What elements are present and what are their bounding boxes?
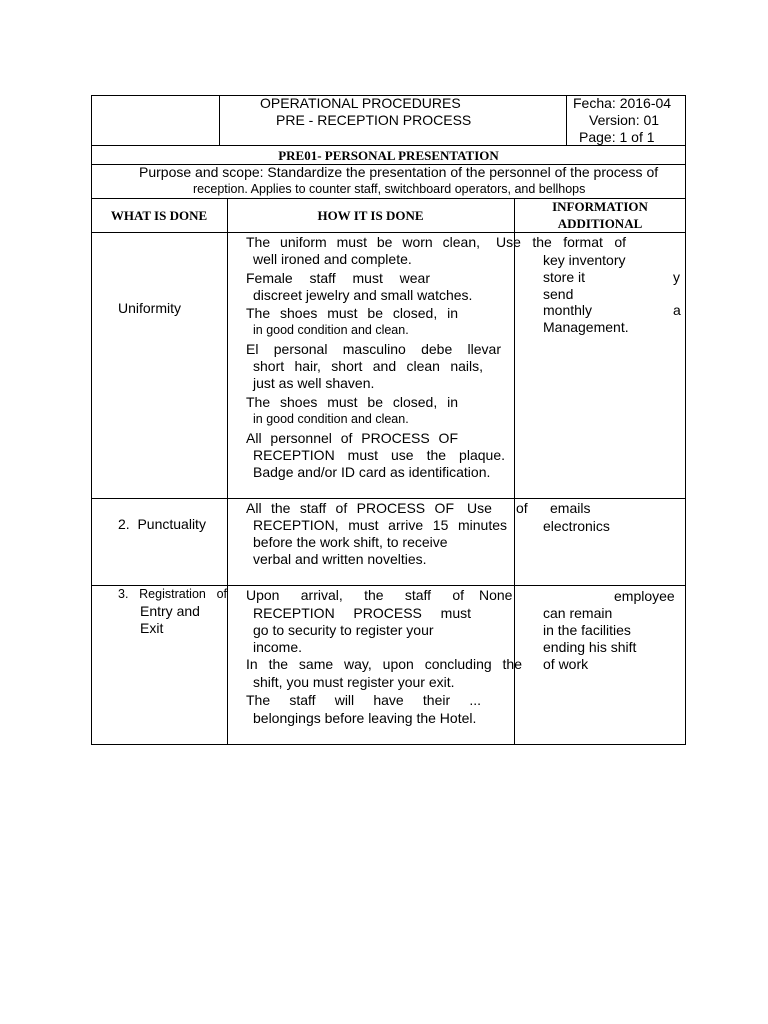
punctuality-info-line-2: electronics	[543, 518, 610, 534]
process-name: PRE - RECEPTION PROCESS	[276, 112, 472, 128]
uniformity-item-6-line-1: All personnel of PROCESS OF	[246, 430, 458, 446]
page-number: Page: 1 of 1	[579, 129, 655, 145]
registration-info-line-4: ending his shift	[543, 639, 637, 655]
uniformity-item-2-line-1: Female staff must wear	[246, 270, 430, 286]
uniformity-info-line-5-end: a	[673, 302, 681, 318]
registration-info-line-5: of work	[543, 656, 589, 672]
punctuality-item-1-line-4: verbal and written novelties.	[253, 551, 427, 567]
uniformity-item-4-line-3: just as well shaven.	[253, 375, 375, 391]
row-rule-1	[91, 498, 686, 499]
uniformity-item-1-line-1: The uniform must be worn clean,	[246, 234, 480, 250]
punctuality-item-1-line-3: before the work shift, to receive	[253, 534, 448, 550]
row-label-uniformity: Uniformity	[118, 300, 182, 316]
uniformity-item-3-line-2: in good condition and clean.	[253, 323, 409, 337]
uniformity-info-line-1: Use the format of	[496, 234, 626, 250]
registration-item-1-line-1: Upon arrival, the staff of	[246, 587, 464, 603]
header-divider-right	[566, 95, 567, 146]
registration-item-2-line-2: shift, you must register your exit.	[253, 674, 455, 690]
uniformity-item-4-line-2: short hair, short and clean nails,	[253, 358, 483, 374]
column-divider-1	[227, 198, 228, 745]
registration-item-3-line-1: The staff will have their ...	[246, 692, 481, 708]
uniformity-info-line-3: store it	[543, 269, 586, 285]
column-header-rule	[91, 232, 686, 233]
registration-info-line-2: can remain	[543, 605, 613, 621]
registration-item-1-line-2: RECEPTION PROCESS must	[253, 605, 471, 621]
punctuality-item-1-line-1: All the staff of PROCESS OF	[246, 500, 454, 516]
document-title: OPERATIONAL PROCEDURES	[260, 95, 461, 111]
uniformity-info-line-3-end: y	[673, 269, 680, 285]
row-label-registration-line-1: 3. Registration of	[118, 587, 227, 601]
punctuality-item-1-line-2: RECEPTION, must arrive 15 minutes	[253, 517, 507, 533]
column-header-info-2: ADDITIONAL	[557, 216, 643, 231]
registration-info-line-1-end: employee	[614, 588, 675, 604]
document-version: Version: 01	[589, 112, 660, 128]
punctuality-info-word-1: Use	[467, 500, 492, 516]
row-label-punctuality: 2. Punctuality	[118, 516, 206, 532]
column-header-info: INFORMATION	[552, 199, 648, 214]
column-header-what: WHAT IS DONE	[110, 208, 208, 223]
uniformity-item-3-line-1: The shoes must be closed, in	[246, 305, 458, 321]
punctuality-info-word-2: of	[516, 500, 528, 516]
registration-item-1-line-4: income.	[253, 639, 303, 655]
row-label-registration-line-3: Exit	[140, 620, 164, 636]
registration-item-3-line-2: belongings before leaving the Hotel.	[253, 710, 477, 726]
punctuality-info-word-3: emails	[550, 500, 591, 516]
column-header-how: HOW IT IS DONE	[317, 208, 424, 223]
registration-info-line-1: None	[479, 587, 513, 603]
uniformity-item-5-line-1: The shoes must be closed, in	[246, 394, 458, 410]
uniformity-info-line-6: Management.	[543, 319, 629, 335]
uniformity-info-line-5: monthly	[543, 302, 593, 318]
registration-item-1-line-3: go to security to register your	[253, 622, 434, 638]
purpose-line-2: reception. Applies to counter staff, switchboard operators, and bellhops	[193, 182, 586, 196]
uniformity-item-6-line-3: Badge and/or ID card as identification.	[253, 464, 491, 480]
document-date: Fecha: 2016-04	[573, 95, 672, 111]
uniformity-item-1-line-2: well ironed and complete.	[253, 251, 412, 267]
uniformity-info-line-4: send	[543, 286, 574, 302]
header-divider-left	[219, 95, 220, 146]
uniformity-item-6-line-2: RECEPTION must use the plaque.	[253, 447, 505, 463]
uniformity-info-line-2: key inventory	[543, 252, 626, 268]
section-title: PRE01- PERSONAL PRESENTATION	[278, 148, 499, 163]
uniformity-item-5-line-2: in good condition and clean.	[253, 412, 409, 426]
registration-item-2-line-1: In the same way, upon concluding the	[246, 656, 522, 672]
registration-info-line-3: in the facilities	[543, 622, 631, 638]
uniformity-item-4-line-1: El personal masculino debe llevar	[246, 341, 501, 357]
uniformity-item-2-line-2: discreet jewelry and small watches.	[253, 287, 473, 303]
row-label-registration-line-2: Entry and	[140, 603, 200, 619]
purpose-line-1: Purpose and scope: Standardize the presentation of the personnel of the process of	[139, 164, 659, 180]
